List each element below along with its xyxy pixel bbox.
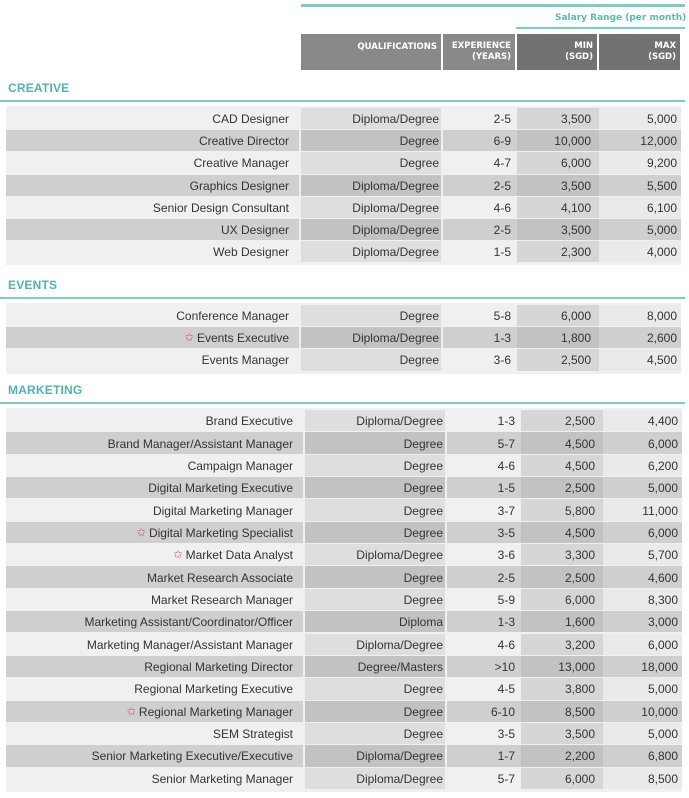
min-salary-cell: 6,000 <box>560 309 591 324</box>
experience-cell: 3-5 <box>497 727 515 742</box>
qualification-cell: Diploma/Degree <box>352 223 439 238</box>
min-salary-cell: 3,500 <box>560 112 591 127</box>
qualification-cell: Degree <box>399 156 439 171</box>
min-salary-cell: 5,800 <box>564 503 595 518</box>
job-title-text: Graphics Designer <box>189 178 289 193</box>
qualification-cell: Degree <box>403 727 443 742</box>
experience-cell: 5-7 <box>497 436 515 451</box>
job-title <box>6 701 293 723</box>
max-salary-cell: 5,000 <box>647 682 678 697</box>
job-title <box>6 611 293 633</box>
experience-cell: 6-9 <box>493 134 511 149</box>
job-title <box>6 477 293 499</box>
table-row <box>6 499 681 521</box>
job-title <box>6 241 289 263</box>
min-salary-cell: 2,300 <box>560 245 591 260</box>
max-salary-cell: 4,500 <box>646 353 677 368</box>
min-salary-cell: 6,000 <box>564 771 595 786</box>
max-salary-cell: 4,000 <box>646 245 677 260</box>
max-salary-cell: 3,000 <box>647 615 678 630</box>
max-salary-cell: 5,000 <box>646 223 677 238</box>
experience-cell: 1-7 <box>497 749 515 764</box>
min-salary-cell: 2,500 <box>564 570 595 585</box>
experience-cell: 4-5 <box>497 682 515 697</box>
min-salary-cell: 13,000 <box>558 660 595 675</box>
job-title-text: Regional Marketing Manager <box>138 704 293 719</box>
min-salary-cell: 3,800 <box>564 682 595 697</box>
job-title <box>6 349 289 371</box>
section-title: EVENTS <box>8 278 58 292</box>
max-salary-cell: 9,200 <box>646 156 677 171</box>
job-title-text: Events Manager <box>201 353 289 368</box>
job-title-text: Web Designer <box>213 245 289 260</box>
experience-cell: 3-6 <box>493 353 511 368</box>
job-title <box>6 768 293 790</box>
min-salary-cell: 1,800 <box>560 331 591 346</box>
qualification-cell: Degree <box>403 570 443 585</box>
section-divider <box>0 402 685 404</box>
table-row <box>6 410 681 432</box>
job-title <box>6 656 293 678</box>
section-title: MARKETING <box>8 383 83 397</box>
min-salary-cell: 3,500 <box>560 178 591 193</box>
job-title-text: Creative Director <box>198 134 289 149</box>
table-row <box>6 745 681 767</box>
min-salary-cell: 2,500 <box>564 414 595 429</box>
experience-cell: 3-5 <box>497 525 515 540</box>
table-row <box>6 611 681 633</box>
experience-cell: 4-6 <box>497 637 515 652</box>
min-salary-cell: 6,000 <box>564 592 595 607</box>
section-divider <box>0 297 685 299</box>
max-salary-cell: 10,000 <box>641 704 678 719</box>
job-title-text: Regional Marketing Director <box>144 660 293 675</box>
max-salary-cell: 5,000 <box>646 112 677 127</box>
section-title: CREATIVE <box>8 81 70 95</box>
min-salary-cell: 4,500 <box>564 458 595 473</box>
max-salary-cell: 8,000 <box>646 309 677 324</box>
min-salary-cell: 8,500 <box>564 704 595 719</box>
star-icon: ✩ <box>184 332 194 345</box>
max-salary-cell: 6,000 <box>647 637 678 652</box>
salary-range-line <box>516 27 685 29</box>
max-salary-cell: 8,300 <box>647 592 678 607</box>
job-title-text: SEM Strategist <box>212 727 293 742</box>
job-title-text: Senior Design Consultant <box>152 200 289 215</box>
min-salary-cell: 10,000 <box>554 134 591 149</box>
experience-cell: 6-10 <box>490 704 515 719</box>
job-title <box>6 522 293 544</box>
section-table <box>6 106 681 265</box>
experience-cell: 1-3 <box>493 331 511 346</box>
header-top-line <box>301 4 685 7</box>
table-row <box>6 544 681 566</box>
max-salary-cell: 18,000 <box>641 660 678 675</box>
qualification-cell: Degree <box>403 503 443 518</box>
experience-cell: 1-3 <box>497 615 515 630</box>
star-icon: ✩ <box>173 549 183 562</box>
max-salary-cell: 4,600 <box>647 570 678 585</box>
table-row <box>6 634 681 656</box>
job-title <box>6 589 293 611</box>
job-title-text: Regional Marketing Executive <box>134 682 293 697</box>
job-title <box>6 745 293 767</box>
job-title <box>6 432 293 454</box>
max-salary-cell: 4,400 <box>647 414 678 429</box>
job-title-text: Senior Marketing Executive/Executive <box>91 749 293 764</box>
table-row <box>6 768 681 790</box>
experience-cell: 2-5 <box>493 223 511 238</box>
job-title <box>6 327 289 349</box>
min-salary-cell: 1,600 <box>564 615 595 630</box>
qualifications-header: QUALIFICATIONS <box>301 34 441 70</box>
section-table <box>6 408 681 792</box>
qualification-cell: Degree <box>403 436 443 451</box>
min-salary-cell: 3,500 <box>560 223 591 238</box>
experience-cell: 3-7 <box>497 503 515 518</box>
experience-cell: 4-6 <box>493 200 511 215</box>
qualification-cell: Diploma/Degree <box>352 112 439 127</box>
experience-cell: 4-6 <box>497 458 515 473</box>
qualification-cell: Diploma <box>398 615 443 630</box>
min-salary-cell: 3,300 <box>564 548 595 563</box>
table-row <box>6 522 681 544</box>
experience-cell: 1-5 <box>497 481 515 496</box>
min-salary-cell: 4,100 <box>560 200 591 215</box>
min-salary-cell: 3,200 <box>564 637 595 652</box>
qualification-cell: Diploma/Degree <box>352 245 439 260</box>
job-title-text: Conference Manager <box>176 309 289 324</box>
experience-cell: 5-9 <box>497 592 515 607</box>
min-header: MIN (SGD) <box>517 34 597 70</box>
job-title-text: Marketing Assistant/Coordinator/Officer <box>84 615 293 630</box>
table-row <box>6 656 681 678</box>
table-row <box>6 130 681 152</box>
max-salary-cell: 5,000 <box>647 727 678 742</box>
max-salary-cell: 2,600 <box>646 331 677 346</box>
table-row <box>6 327 681 349</box>
experience-cell: >10 <box>494 660 515 675</box>
job-title <box>6 544 293 566</box>
qualification-cell: Degree/Masters <box>357 660 443 675</box>
job-title-text: UX Designer <box>220 223 289 238</box>
min-salary-cell: 4,500 <box>564 525 595 540</box>
max-salary-cell: 11,000 <box>642 503 678 518</box>
table-row <box>6 589 681 611</box>
qualification-cell: Degree <box>403 481 443 496</box>
max-salary-cell: 6,800 <box>647 749 678 764</box>
qualification-cell: Degree <box>399 353 439 368</box>
min-salary-cell: 2,200 <box>564 749 595 764</box>
job-title-text: Digital Marketing Manager <box>152 503 293 518</box>
table-row <box>6 219 681 241</box>
section-table <box>6 303 681 374</box>
experience-cell: 2-5 <box>493 178 511 193</box>
max-salary-cell: 5,500 <box>646 178 677 193</box>
experience-cell: 3-6 <box>497 548 515 563</box>
max-salary-cell: 6,200 <box>647 458 678 473</box>
job-title-text: Creative Manager <box>193 156 289 171</box>
experience-cell: 4-7 <box>493 156 511 171</box>
qualification-cell: Diploma/Degree <box>356 548 443 563</box>
max-salary-cell: 12,000 <box>640 134 677 149</box>
job-title-text: Brand Executive <box>205 414 293 429</box>
min-salary-cell: 4,500 <box>564 436 595 451</box>
experience-cell: 5-8 <box>493 309 511 324</box>
experience-cell: 5-7 <box>497 771 515 786</box>
section-divider <box>0 100 685 102</box>
table-row <box>6 197 681 219</box>
table-row <box>6 678 681 700</box>
table-row <box>6 175 681 197</box>
qualification-cell: Degree <box>403 682 443 697</box>
table-row <box>6 349 681 371</box>
experience-cell: 1-5 <box>493 245 511 260</box>
table-row <box>6 566 681 588</box>
job-title <box>6 305 289 327</box>
qualification-cell: Degree <box>403 704 443 719</box>
job-title <box>6 634 293 656</box>
qualification-cell: Diploma/Degree <box>352 200 439 215</box>
job-title-text: Senior Marketing Manager <box>151 771 293 786</box>
job-title-text: Digital Marketing Executive <box>148 481 293 496</box>
table-row <box>6 241 681 263</box>
table-row <box>6 432 681 454</box>
min-salary-cell: 3,500 <box>564 727 595 742</box>
job-title <box>6 678 293 700</box>
job-title <box>6 723 293 745</box>
table-row <box>6 701 681 723</box>
table-row <box>6 305 681 327</box>
qualification-cell: Diploma/Degree <box>356 414 443 429</box>
table-row <box>6 723 681 745</box>
job-title-text: Events Executive <box>196 331 289 346</box>
job-title <box>6 410 293 432</box>
job-title <box>6 566 293 588</box>
table-row <box>6 477 681 499</box>
job-title-text: Market Research Associate <box>146 570 293 585</box>
job-title <box>6 152 289 174</box>
job-title <box>6 108 289 130</box>
job-title-text: Brand Manager/Assistant Manager <box>107 436 293 451</box>
max-salary-cell: 5,000 <box>647 481 678 496</box>
qualification-cell: Diploma/Degree <box>356 771 443 786</box>
job-title <box>6 197 289 219</box>
max-header: MAX (SGD) <box>599 34 680 70</box>
min-salary-cell: 6,000 <box>560 156 591 171</box>
qualification-cell: Degree <box>403 525 443 540</box>
max-salary-cell: 6,000 <box>647 525 678 540</box>
salary-range-label: Salary Range (per month) <box>555 13 687 23</box>
max-salary-cell: 6,100 <box>646 200 677 215</box>
job-title <box>6 219 289 241</box>
job-title-text: CAD Designer <box>212 112 289 127</box>
job-title <box>6 455 293 477</box>
qualification-cell: Diploma/Degree <box>356 749 443 764</box>
table-row <box>6 455 681 477</box>
job-title <box>6 499 293 521</box>
experience-cell: 1-3 <box>497 414 515 429</box>
experience-header: EXPERIENCE (YEARS) <box>443 34 515 70</box>
job-title-text: Market Research Manager <box>150 592 293 607</box>
qualification-cell: Degree <box>399 134 439 149</box>
qualification-cell: Degree <box>399 309 439 324</box>
job-title-text: Marketing Manager/Assistant Manager <box>86 637 293 652</box>
table-row <box>6 152 681 174</box>
job-title-text: Digital Marketing Specialist <box>148 525 293 540</box>
star-icon: ✩ <box>136 526 146 539</box>
job-title <box>6 175 289 197</box>
star-icon: ✩ <box>126 705 136 718</box>
job-title-text: Campaign Manager <box>187 458 293 473</box>
qualification-cell: Degree <box>403 458 443 473</box>
max-salary-cell: 6,000 <box>647 436 678 451</box>
qualification-cell: Diploma/Degree <box>356 637 443 652</box>
min-salary-cell: 2,500 <box>560 353 591 368</box>
max-salary-cell: 8,500 <box>647 771 678 786</box>
job-title <box>6 130 289 152</box>
job-title-text: Market Data Analyst <box>185 548 293 563</box>
qualification-cell: Degree <box>403 592 443 607</box>
min-salary-cell: 2,500 <box>564 481 595 496</box>
experience-cell: 2-5 <box>497 570 515 585</box>
experience-cell: 2-5 <box>493 112 511 127</box>
max-salary-cell: 5,700 <box>647 548 678 563</box>
table-row <box>6 108 681 130</box>
qualification-cell: Diploma/Degree <box>352 331 439 346</box>
qualification-cell: Diploma/Degree <box>352 178 439 193</box>
